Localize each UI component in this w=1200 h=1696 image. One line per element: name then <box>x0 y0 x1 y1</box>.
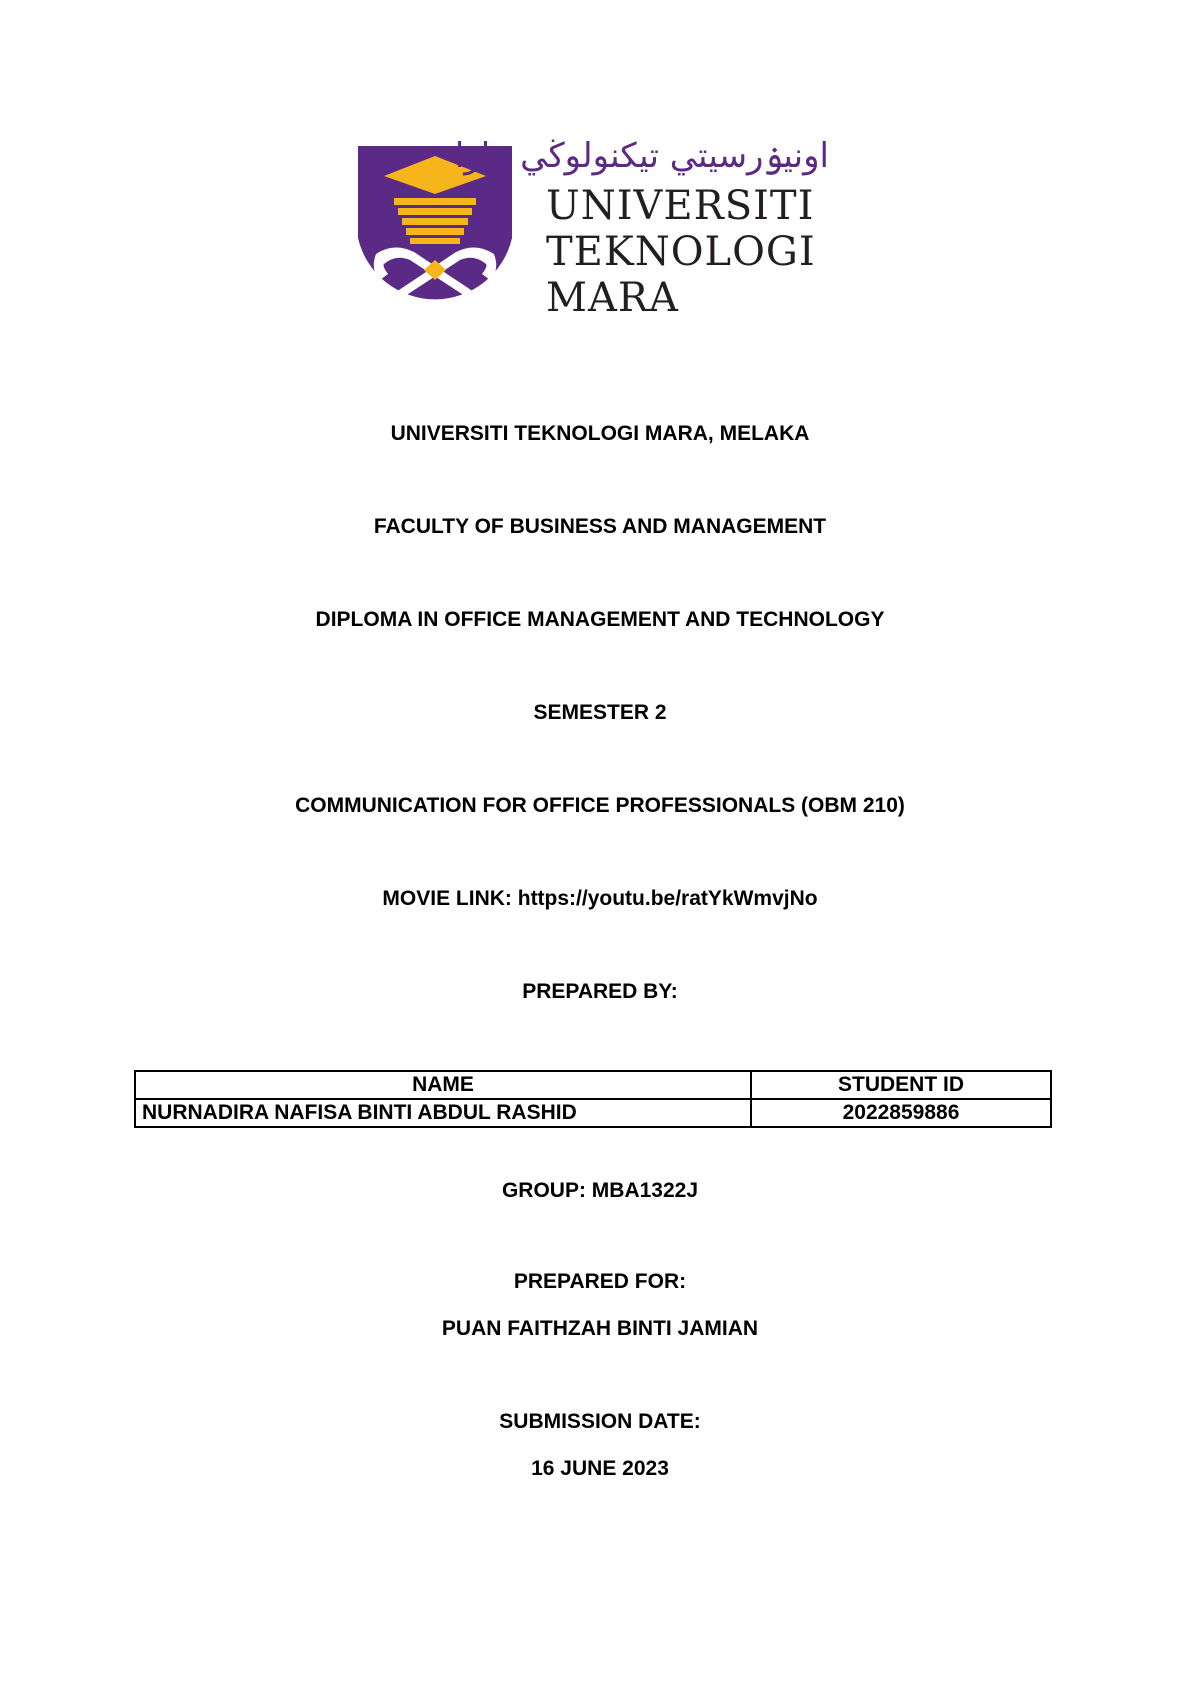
prepared-by-label: PREPARED BY: <box>522 980 678 1003</box>
semester-line: SEMESTER 2 <box>533 701 667 724</box>
course-line: COMMUNICATION FOR OFFICE PROFESSIONALS (OBM 210) <box>295 794 905 817</box>
student-id: 2022859886 <box>751 1099 1051 1127</box>
submission-date: 16 JUNE 2023 <box>531 1457 669 1480</box>
prepared-for-label: PREPARED FOR: <box>513 1270 687 1293</box>
table-header-row <box>135 1071 1051 1099</box>
movie-link[interactable]: MOVIE LINK: https://youtu.be/ratYkWmvjNo <box>382 887 818 910</box>
logo-name-line-1: UNIVERSITI <box>546 183 815 229</box>
header-student-id: STUDENT ID <box>751 1071 1051 1099</box>
uitm-logo <box>354 136 834 332</box>
submission-date-label: SUBMISSION DATE: <box>499 1410 701 1433</box>
logo-jawi-text: اونيۏرسيتي تيكنولوڬي مارا <box>454 136 829 176</box>
programme-line: DIPLOMA IN OFFICE MANAGEMENT AND TECHNOLOGY <box>315 608 885 631</box>
faculty-line: FACULTY OF BUSINESS AND MANAGEMENT <box>373 515 827 538</box>
header-name: NAME <box>135 1071 751 1099</box>
group-line: GROUP: MBA1322J <box>501 1179 699 1202</box>
logo-name-line-3: MARA <box>546 275 679 321</box>
table-row <box>135 1099 1051 1127</box>
lecturer-name: PUAN FAITHZAH BINTI JAMIAN <box>441 1317 759 1340</box>
students-table <box>134 1070 1052 1128</box>
logo-name-line-2: TEKNOLOGI <box>546 229 816 275</box>
institution-line: UNIVERSITI TEKNOLOGI MARA, MELAKA <box>390 422 810 445</box>
student-name: NURNADIRA NAFISA BINTI ABDUL RASHID <box>135 1099 751 1127</box>
